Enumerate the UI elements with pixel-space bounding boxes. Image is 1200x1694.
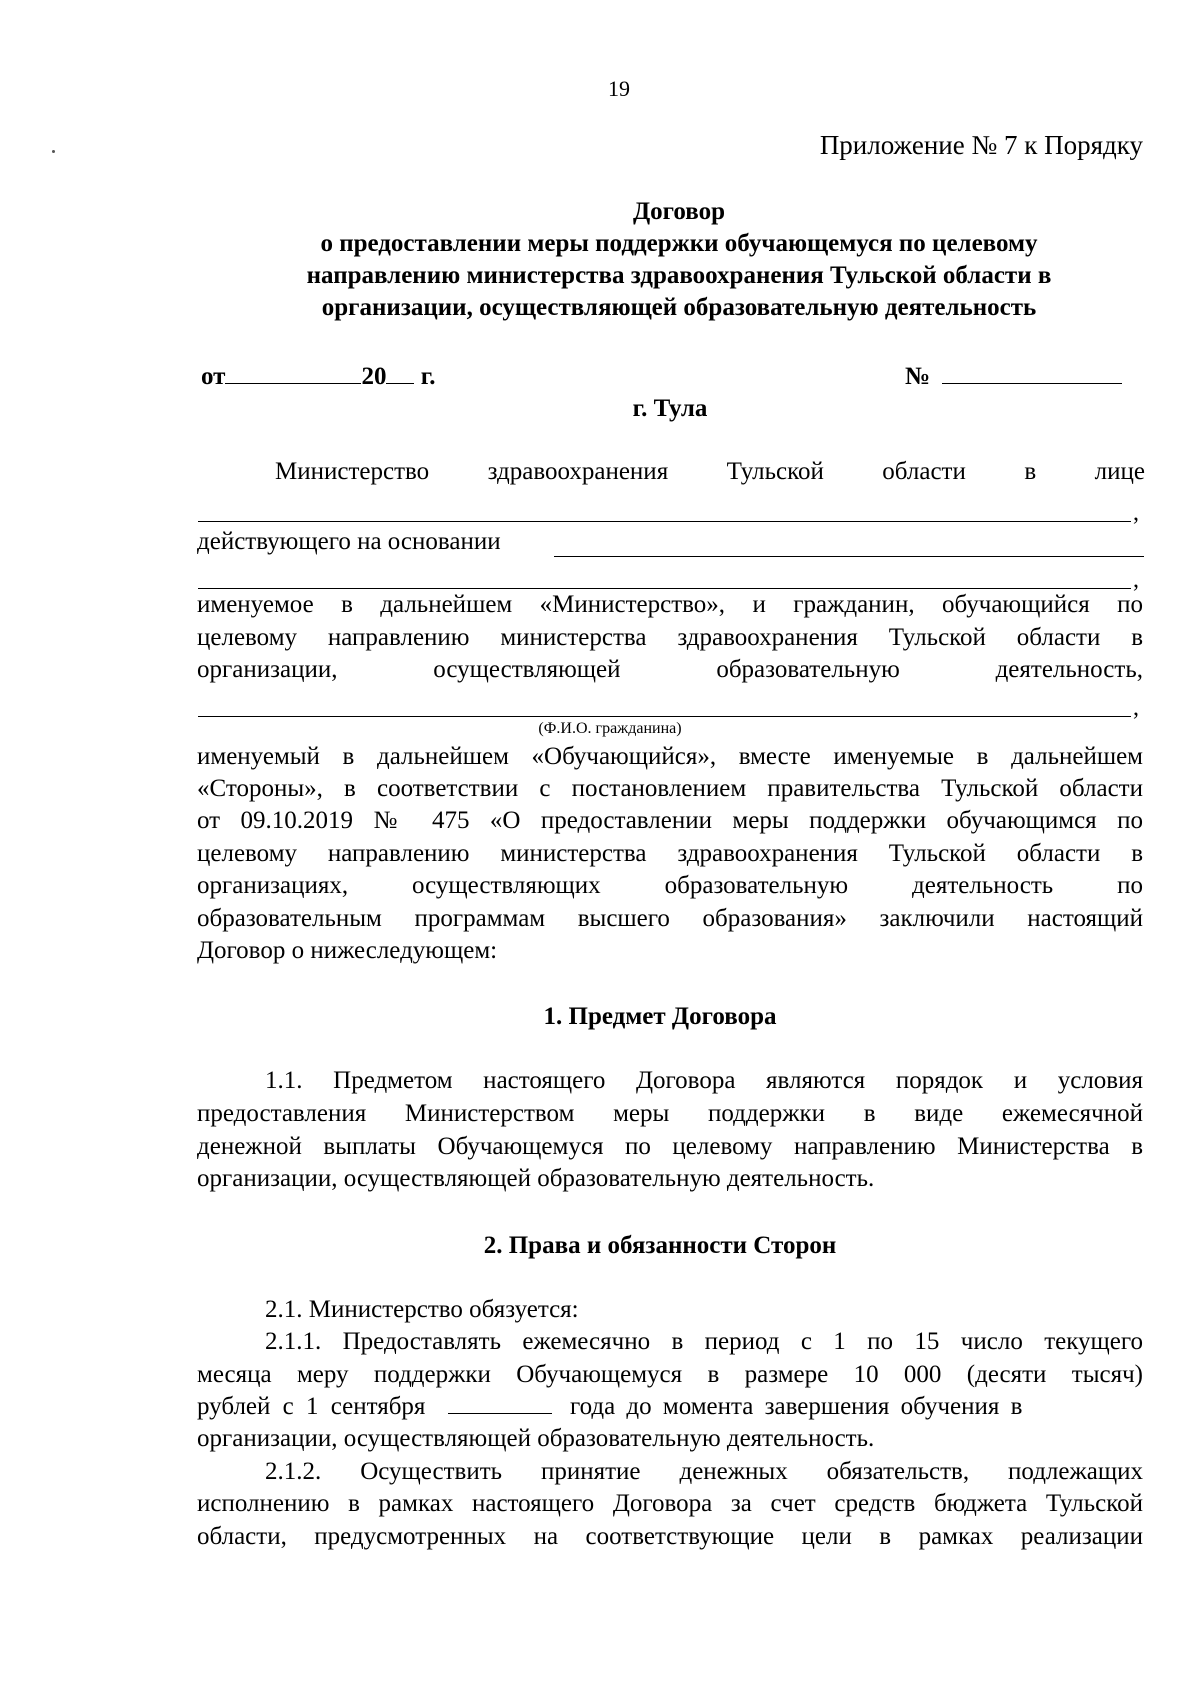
basis-blank[interactable] xyxy=(554,556,1144,557)
word: Министерство xyxy=(275,458,430,485)
word: области xyxy=(882,458,966,485)
comma: , xyxy=(1133,500,1139,526)
word: Тульской xyxy=(726,458,824,485)
contract-number-field xyxy=(905,363,1122,391)
word: деятельность, xyxy=(995,656,1143,683)
citizen-name-caption: (Ф.И.О. гражданина) xyxy=(538,720,682,737)
section-1-heading: 1. Предмет Договора xyxy=(543,1003,777,1030)
representative-blank[interactable] xyxy=(198,521,1131,522)
body-line: от 09.10.2019 № 475 «О предоставлении меры поддержки обучающимся по xyxy=(197,807,1143,834)
contract-title xyxy=(248,196,1110,324)
word: образовательную xyxy=(716,656,900,683)
scan-speck xyxy=(52,150,55,153)
page-number: 19 xyxy=(608,76,630,101)
acting-on-basis-label: действующего на основании xyxy=(197,528,501,555)
preamble-line-ministry: именуемое в дальнейшем «Министерство», и гражданин, обучающийся по xyxy=(197,591,1143,618)
word: в xyxy=(1024,458,1037,485)
word: лице xyxy=(1094,458,1145,485)
date-field xyxy=(201,363,436,391)
clause-2-1-1-line-3 xyxy=(197,1393,1143,1421)
number-blank[interactable] xyxy=(942,383,1122,384)
body-line: целевому направлению министерства здравоохранения Тульской области в xyxy=(197,840,1143,867)
clause-2-1-2-line: исполнению в рамках настоящего Договора за счет средств бюджета Тульской xyxy=(197,1490,1143,1517)
word: здравоохранения xyxy=(487,458,669,485)
body-line: Договор о нижеследующем: xyxy=(197,937,498,964)
preamble-line-1 xyxy=(275,458,1145,486)
comma: , xyxy=(1133,567,1139,593)
body-line: организациях, осуществляющих образовательную деятельность по xyxy=(197,872,1143,899)
body-line: именуемый в дальнейшем «Обучающийся», вместе именуемые в дальнейшем xyxy=(197,743,1143,770)
section-1-line: денежной выплаты Обучающемуся по целевому направлению Министерства в xyxy=(197,1133,1143,1160)
year-blank[interactable] xyxy=(386,383,414,384)
start-date-text: рублей с 1 сентября xyxy=(197,1393,426,1420)
section-1-line: предоставления Министерством меры поддержки в виде ежемесячной xyxy=(197,1100,1143,1127)
clause-2-1-2-line: области, предусмотренных на соответствующие цели в рамках реализации xyxy=(197,1523,1143,1550)
section-1-line: 1.1. Предметом настоящего Договора являются порядок и условия xyxy=(265,1067,1143,1094)
date-prefix: от xyxy=(201,363,226,390)
citizen-name-blank[interactable] xyxy=(198,716,1131,717)
city: г. Тула xyxy=(632,395,708,422)
comma: , xyxy=(1133,695,1139,721)
appendix-reference: Приложение № 7 к Порядку xyxy=(819,130,1143,160)
clause-2-1-1-line: организации, осуществляющей образовательную деятельность. xyxy=(197,1425,875,1452)
number-label: № xyxy=(905,363,931,390)
date-blank[interactable] xyxy=(225,383,361,384)
clause-2-1-2-line: 2.1.2. Осуществить принятие денежных обязательств, подлежащих xyxy=(265,1458,1143,1485)
body-line: образовательным программам высшего образования» заключили настоящий xyxy=(197,905,1143,932)
start-year-blank[interactable] xyxy=(448,1413,552,1414)
title-line-1: Договор xyxy=(632,198,726,225)
word: осуществляющей xyxy=(433,656,621,683)
basis-blank-continued[interactable] xyxy=(198,588,1131,589)
date-suffix: г. xyxy=(420,363,436,390)
section-2-heading: 2. Права и обязанности Сторон xyxy=(483,1232,837,1259)
title-line-2: о предоставлении меры поддержки обучающемуся по целевому xyxy=(320,230,1038,257)
date-year: 20 xyxy=(361,363,387,390)
preamble-line-target: целевому направлению министерства здравоохранения Тульской области в xyxy=(197,624,1143,651)
clause-2-1-1-line: 2.1.1. Предоставлять ежемесячно в период с 1 по 15 число текущего xyxy=(265,1328,1143,1355)
title-line-4: организации, осуществляющей образовательную деятельность xyxy=(321,294,1037,321)
clause-2-1: 2.1. Министерство обязуется: xyxy=(265,1296,579,1323)
title-line-3: направлению министерства здравоохранения Тульской области в xyxy=(306,262,1052,289)
preamble-line-org xyxy=(197,656,1143,684)
word: организации, xyxy=(197,656,338,683)
body-line: «Стороны», в соответствии с постановлением правительства Тульской области xyxy=(197,775,1143,802)
until-text: года до момента завершения обучения в xyxy=(569,1393,1023,1420)
clause-2-1-1-line: месяца меру поддержки Обучающемуся в размере 10 000 (десяти тысяч) xyxy=(197,1361,1143,1388)
section-1-line: организации, осуществляющей образовательную деятельность. xyxy=(197,1165,875,1192)
